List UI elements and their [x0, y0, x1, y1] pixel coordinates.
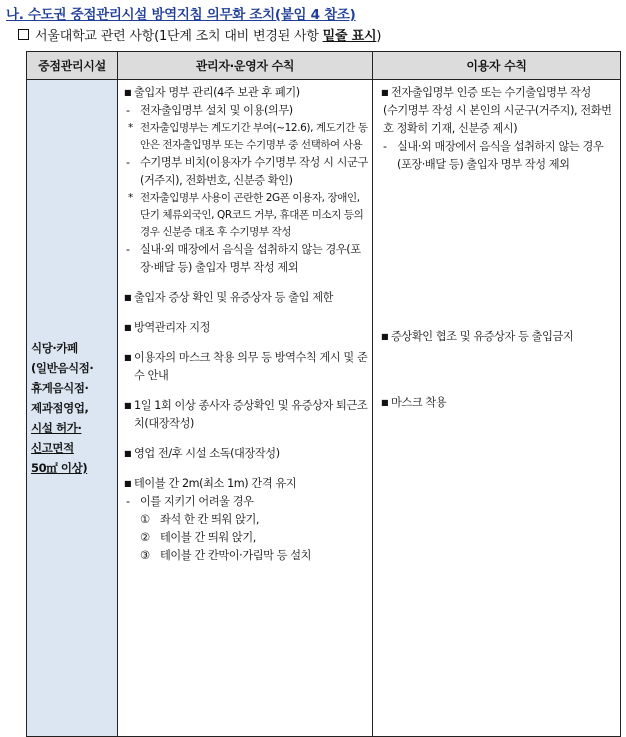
header-manager-rules: 관리자·운영자 수칙 [118, 52, 373, 80]
note-item: * 전자출입명부 사용이 곤란한 2G폰 이용자, 장애인, 단기 체류외국인, QR코드 거부, 휴대폰 미소지 등의 경우 신분증 대조 후 수기명부 작성 [128, 192, 364, 238]
numbered-item: ② 테이블 간 띄워 앉기, [140, 531, 256, 544]
table-row [27, 80, 621, 737]
list-item: ■ 출입자 증상 확인 및 유증상자 등 출입 제한 [124, 291, 334, 304]
facility-line: (일반음식점· [31, 361, 94, 375]
header-facility: 중점관리시설 [27, 52, 118, 80]
subheading-highlight: 밑줄 표시 [322, 29, 377, 44]
user-rules-cell [373, 80, 621, 737]
checkbox-square-icon [18, 29, 29, 40]
table-header-row [27, 52, 621, 80]
subheading [18, 25, 381, 44]
section-heading: 나. 수도권 중점관리시설 방역지침 의무화 조치(붙임 4 참조) [6, 7, 356, 23]
facility-line-underlined: 시설 허가· [31, 421, 82, 435]
facility-line: 식당·카페 [31, 341, 78, 355]
subheading-suffix: ) [376, 29, 382, 44]
facility-line: 제과점영업, [31, 401, 89, 415]
numbered-item: ① 좌석 한 칸 띄워 앉기, [140, 513, 260, 526]
list-item: ■ 테이블 간 2m(최소 1m) 간격 유지 [124, 477, 297, 490]
manager-rules-cell [118, 80, 373, 737]
numbered-item: ③ 테이블 간 칸막이·가림막 등 설치 [140, 549, 312, 562]
list-item: ■ 전자출입명부 인증 또는 수기출입명부 작성 [381, 86, 591, 99]
guidelines-table [26, 51, 621, 737]
sub-item: - 실내·외 매장에서 음식을 섭취하지 않는 경우(포장·배달 등) 출입자 명부 작성 제외 [383, 140, 604, 171]
list-item: ■ 출입자 명부 관리(4주 보관 후 폐기) [124, 86, 300, 99]
header-user-rules: 이용자 수칙 [373, 52, 621, 80]
list-item: ■ 이용자의 마스크 착용 의무 등 방역수칙 게시 및 준수 안내 [124, 351, 368, 382]
subheading-text: 서울대학교 관련 사항(1단계 조치 대비 변경된 사항 [35, 29, 323, 44]
list-item: ■ 증상확인 협조 및 유증상자 등 출입금지 [381, 330, 574, 343]
sub-item: - 실내·외 매장에서 음식을 섭취하지 않는 경우(포장·배달 등) 출입자 명부 작성 제외 [126, 243, 361, 274]
list-item: ■ 1일 1회 이상 종사자 증상확인 및 유증상자 퇴근조치(대장작성) [124, 399, 368, 430]
sub-item: - 수기명부 비치(이용자가 수기명부 작성 시 시군구(거주지), 전화번호, 신분증 확인) [126, 156, 368, 187]
note-item: * 전자출입명부는 계도기간 부여(~12.6), 계도기간 동안은 전자출입명부 또는 수기명부 중 선택하여 사용 [128, 122, 368, 151]
facility-cell [27, 80, 118, 737]
facility-line-underlined: 50㎡ 이상) [31, 461, 88, 475]
list-item: ■ 마스크 착용 [381, 396, 447, 409]
facility-line: 휴게음식점· [31, 381, 89, 395]
paren-note: (수기명부 작성 시 본인의 시군구(거주지), 전화번호 정확히 기재, 신분증 제시) [383, 104, 612, 135]
list-item: ■ 영업 전/후 시설 소독(대장작성) [124, 447, 280, 460]
list-item: ■ 방역관리자 지정 [124, 321, 211, 334]
sub-item: - 이를 지키기 어려울 경우 [126, 495, 254, 508]
sub-item: - 전자출입명부 설치 및 이용(의무) [126, 104, 293, 117]
facility-line-underlined: 신고면적 [31, 441, 74, 455]
